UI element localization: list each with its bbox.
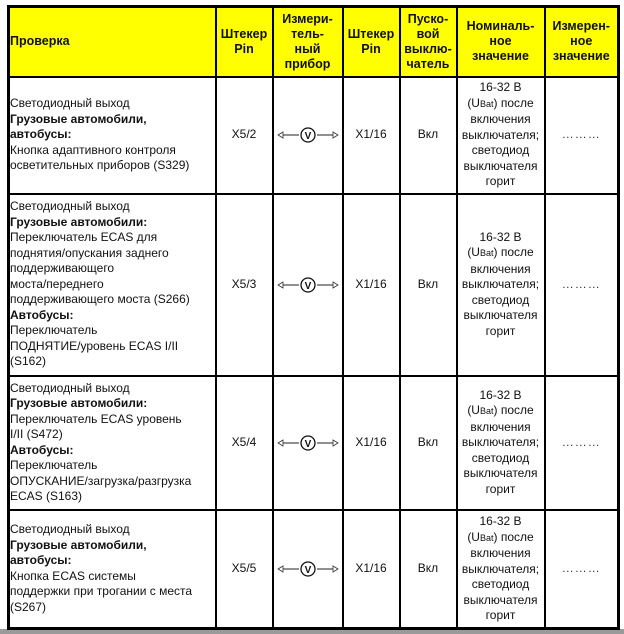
nominal-line: включения [470, 261, 531, 276]
nominal-line: светодиод [471, 143, 530, 158]
switch-cell: Вкл [400, 77, 457, 194]
header-measured: Измерен- ное значение [545, 7, 619, 77]
nominal-line: включения [470, 419, 531, 434]
svg-text:V: V [304, 131, 311, 142]
instrument-cell [273, 194, 343, 376]
pin1-cell: X5/5 [216, 510, 273, 629]
description-line: (S162) [10, 354, 47, 369]
instrument-cell [273, 510, 343, 629]
nominal-line: светодиод [471, 577, 530, 591]
check-description [9, 376, 216, 510]
header-switch: Пуско- вой выклю- чатель [400, 7, 457, 77]
description-line: Переключатель [10, 323, 98, 338]
description-line: Светодиодный выход [10, 380, 130, 395]
description-line: осветительных приборов (S329) [10, 158, 190, 173]
measured-value-cell: ……… [545, 194, 619, 376]
instrument-cell [273, 77, 343, 194]
description-line: ОПУСКАНИЕ/загрузка/разгрузка [10, 473, 192, 488]
nominal-line: выключателя; [461, 561, 540, 576]
voltmeter-icon [277, 561, 339, 577]
vehicle-category-label: Грузовые автомобили, [10, 537, 147, 552]
svg-text:V: V [304, 564, 311, 576]
pin2-cell: X1/16 [343, 376, 400, 510]
pin2-cell: X1/16 [343, 194, 400, 376]
nominal-value-cell [457, 77, 545, 194]
ubat-line: (UBat) после [467, 245, 534, 260]
header-pin2: Штекер Pin [343, 7, 400, 77]
vehicle-category-label: Грузовые автомобили: [10, 396, 148, 410]
voltage-range: 16-32 В [479, 80, 522, 95]
nominal-value-cell [457, 376, 545, 510]
voltage-range: 16-32 В [479, 514, 522, 528]
description-line: ПОДНЯТИЕ/уровень ECAS I/II [10, 338, 179, 353]
voltage-range: 16-32 В [479, 387, 522, 402]
description-line: Переключатель [10, 458, 98, 472]
vehicle-category-label: Автобусы: [10, 307, 74, 322]
header-row [9, 7, 619, 77]
table-row [9, 376, 619, 510]
nominal-line: выключателя [463, 592, 538, 607]
nominal-line: включения [470, 112, 531, 127]
measured-value-cell: ……… [545, 77, 619, 194]
vehicle-category-label: Автобусы: [10, 442, 74, 457]
nominal-line: горит [485, 323, 516, 338]
table-row [9, 510, 619, 629]
voltmeter-icon [277, 277, 339, 293]
description-line: (S267) [10, 599, 47, 614]
pin1-cell: X5/3 [216, 194, 273, 376]
voltage-range: 16-32 В [479, 229, 522, 244]
header-instrument: Измери- тель- ный прибор [273, 7, 343, 77]
check-description [9, 510, 216, 629]
voltmeter-icon [277, 127, 339, 143]
description-line: Кнопка ECAS системы [10, 568, 136, 583]
description-line: I/II (S472) [10, 427, 63, 441]
measured-value-cell: ……… [545, 376, 619, 510]
pin2-cell: X1/16 [343, 510, 400, 629]
description-line: Светодиодный выход [10, 522, 130, 537]
check-description [9, 77, 216, 194]
nominal-line: горит [485, 481, 516, 496]
description-line: Кнопка адаптивного контроля [10, 142, 176, 157]
nominal-line: выключателя [463, 466, 538, 481]
instrument-cell [273, 376, 343, 510]
ubat-line: (UBat) после [467, 529, 534, 544]
switch-cell: Вкл [400, 510, 457, 629]
description-line: ECAS (S163) [10, 489, 83, 503]
pin1-cell: X5/4 [216, 376, 273, 510]
vehicle-category-label: автобусы: [10, 553, 72, 568]
pin1-cell: X5/2 [216, 77, 273, 194]
check-table [7, 5, 620, 630]
nominal-line: выключателя; [461, 435, 540, 450]
switch-cell: Вкл [400, 194, 457, 376]
nominal-line: горит [485, 608, 516, 622]
ubat-line: (UBat) после [467, 95, 534, 110]
header-check: Проверка [9, 7, 216, 77]
vehicle-category-label: Грузовые автомобили, [10, 111, 147, 126]
nominal-line: светодиод [471, 450, 530, 465]
description-line: поддержки при трогании с места [10, 584, 193, 599]
description-line: поддерживающего [10, 261, 115, 276]
description-line: Светодиодный выход [10, 199, 130, 214]
svg-text:V: V [304, 280, 311, 292]
nominal-line: выключателя; [461, 127, 540, 142]
header-pin1: Штекер Pin [216, 7, 273, 77]
nominal-line: выключателя [463, 308, 538, 323]
check-description [9, 194, 216, 376]
description-line: моста/переднего [10, 276, 104, 291]
description-line: Светодиодный выход [10, 96, 130, 111]
header-nominal: Номиналь- ное значение [457, 7, 545, 77]
description-line: Переключатель ECAS для [10, 230, 158, 245]
switch-cell: Вкл [400, 376, 457, 510]
nominal-value-cell [457, 510, 545, 629]
pin2-cell: X1/16 [343, 77, 400, 194]
description-line: поддерживающего моста (S266) [10, 292, 190, 307]
svg-text:V: V [304, 438, 311, 450]
table-row [9, 194, 619, 376]
ubat-line: (UBat) после [467, 403, 534, 418]
table-row [9, 77, 619, 194]
voltmeter-icon [277, 435, 339, 451]
nominal-line: горит [485, 174, 516, 189]
nominal-line: светодиод [471, 292, 530, 307]
description-line: поднятия/опускания заднего [10, 245, 169, 260]
nominal-line: включения [470, 546, 531, 560]
nominal-value-cell [457, 194, 545, 376]
nominal-line: выключателя [463, 158, 538, 173]
description-line: Переключатель ECAS уровень [10, 411, 182, 426]
vehicle-category-label: автобусы: [10, 127, 72, 142]
measured-value-cell: ……… [545, 510, 619, 629]
nominal-line: выключателя; [461, 277, 540, 292]
vehicle-category-label: Грузовые автомобили: [10, 214, 148, 229]
